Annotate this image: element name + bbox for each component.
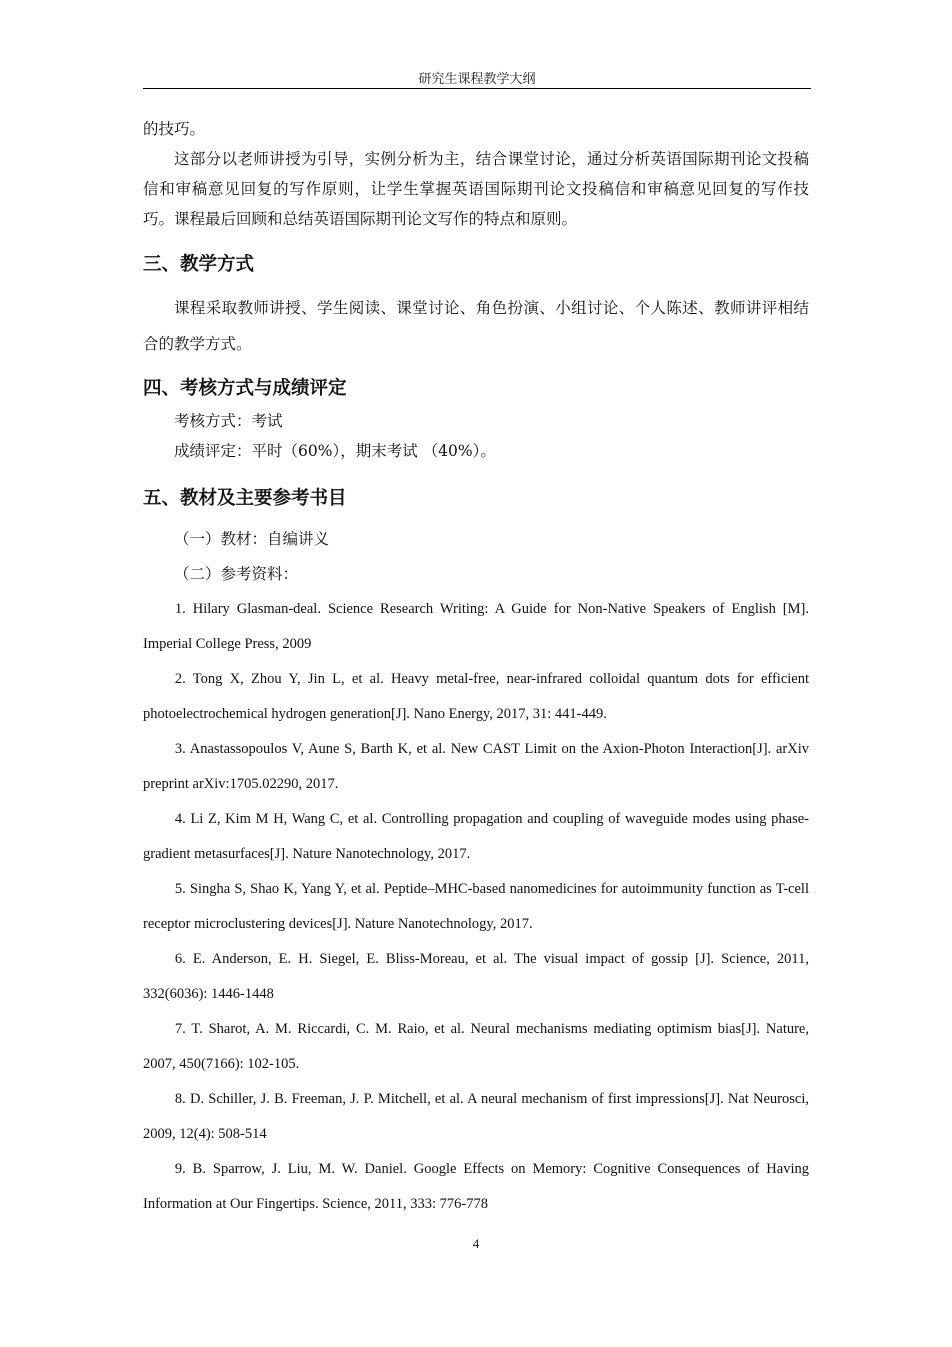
- intro-continuation: 的技巧。: [143, 120, 206, 138]
- reference-item: 2. Tong X, Zhou Y, Jin L, et al. Heavy metal-free, near-infrared colloidal quantum dots for efficient photoelectrochemical hydrogen generation[J]. Nano Energy, 2017, 31: 441-449.: [143, 671, 809, 722]
- reference-item: 3. Anastassopoulos V, Aune S, Barth K, et al. New CAST Limit on the Axion-Photon Interaction[J]. arXiv preprint arXiv:1705.02290, 2017.: [143, 741, 809, 792]
- header-rule: [143, 88, 811, 89]
- page-header: 研究生课程教学大纲: [418, 72, 536, 87]
- reference-item: 5. Singha S, Shao K, Yang Y, et al. Peptide–MHC-based nanomedicines for autoimmunity function as T-cell receptor microclustering devices[J]. Nature Nanotechnology, 2017.: [143, 881, 809, 932]
- section-5-title: 五、教材及主要参考书目: [143, 488, 347, 509]
- references-label: （二）参考资料：: [174, 565, 299, 583]
- section-3-title: 三、教学方式: [143, 254, 255, 275]
- section-4-title: 四、考核方式与成绩评定: [143, 378, 347, 399]
- reference-item: 1. Hilary Glasman-deal. Science Research Writing: A Guide for Non-Native Speakers of English [M]. Imperial College Press, 2009: [143, 601, 809, 652]
- reference-item: 6. E. Anderson, E. H. Siegel, E. Bliss-Moreau, et al. The visual impact of gossip [J]. Science, 2011, 332(6036): 1446-1448: [143, 951, 809, 1002]
- section-3-body: 课程采取教师讲授、学生阅读、课堂讨论、角色扮演、小组讨论、个人陈述、教师讲评相结合的教学方式。: [143, 299, 809, 353]
- reference-item: 9. B. Sparrow, J. Liu, M. W. Daniel. Google Effects on Memory: Cognitive Consequences of Having Information at Our Fingertips. Science, 2011, 333: 776-778: [143, 1161, 809, 1212]
- page-number: 4: [472, 1236, 480, 1251]
- intro-paragraph: 这部分以老师讲授为引导，实例分析为主，结合课堂讨论，通过分析英语国际期刊论文投稿信和审稿意见回复的写作原则，让学生掌握英语国际期刊论文投稿信和审稿意见回复的写作技巧。课程最后回顾和总结英语国际期刊论文写作的特点和原则。: [143, 150, 809, 228]
- grading-scheme: 成绩评定：平时（60%），期末考试 （40%）。: [174, 442, 496, 460]
- page-content: [143, 114, 809, 1222]
- reference-item: 4. Li Z, Kim M H, Wang C, et al. Controlling propagation and coupling of waveguide modes using phase-gradient metasurfaces[J]. Nature Nanotechnology, 2017.: [143, 811, 809, 862]
- reference-item: 8. D. Schiller, J. B. Freeman, J. P. Mitchell, et al. A neural mechanism of first impressions[J]. Nat Neurosci, 2009, 12(4): 508-514: [143, 1091, 809, 1142]
- assessment-method: 考核方式：考试: [174, 412, 283, 430]
- reference-item: 7. T. Sharot, A. M. Riccardi, C. M. Raio, et al. Neural mechanisms mediating optimism bias[J]. Nature, 2007, 450(7166): 102-105.: [143, 1021, 809, 1072]
- textbook-line: （一）教材：自编讲义: [174, 530, 330, 548]
